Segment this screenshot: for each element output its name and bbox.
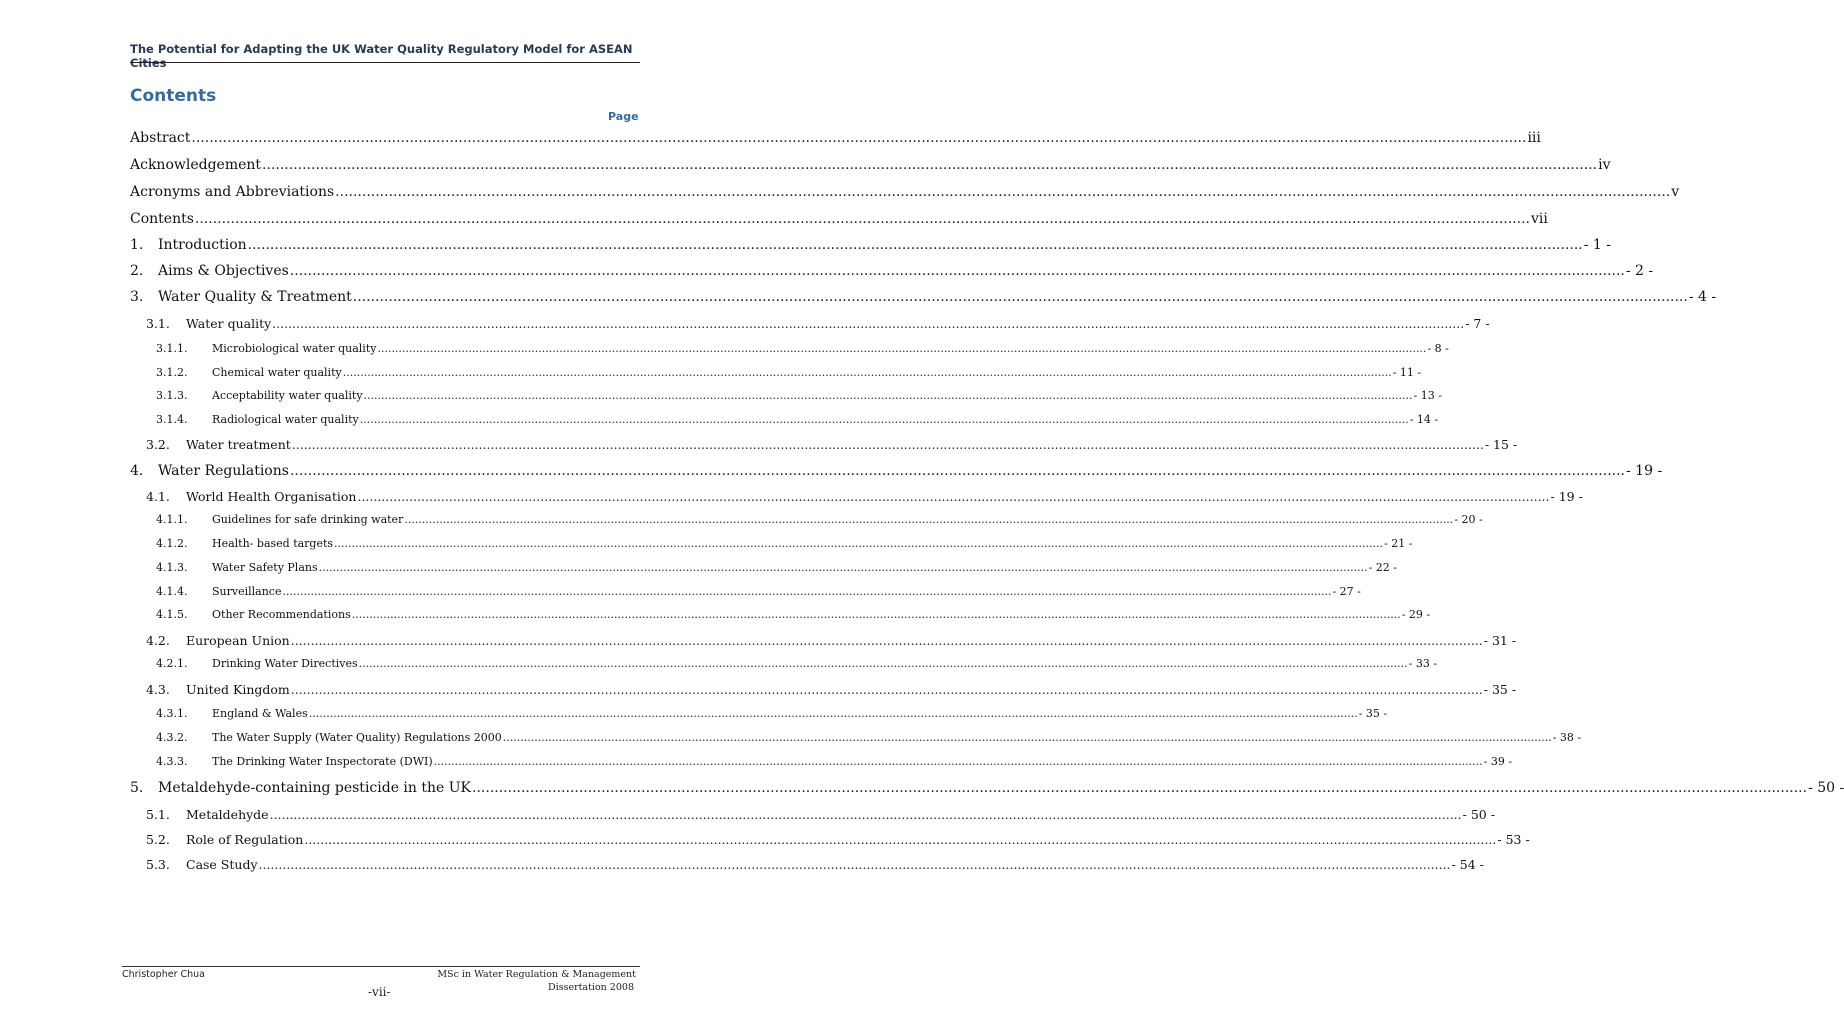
toc-entry-title: The Drinking Water Inspectorate (DWI) [212,755,433,768]
toc-entry-number: 2. [130,263,144,279]
toc-entry-page: - 38 - [1552,731,1582,744]
toc-entry[interactable] [130,157,1611,173]
toc-entry-number: 4.1.3. [156,561,188,574]
toc-entry-page: - 2 - [1625,263,1654,279]
toc-entry-page: - 19 - [1550,489,1583,504]
toc-dot-leader: ............................................................................................................................................................................................................................................................................................................ [304,832,1497,847]
toc-entry-title: Water treatment [186,437,291,452]
toc-entry-number: 3. [130,289,144,305]
toc-dot-leader: ............................................................................................................................................................................................................................................................................................................ [472,780,1808,796]
toc-entry[interactable] [130,237,1612,253]
toc-entry[interactable] [156,366,1422,379]
toc-entry-page: - 19 - [1626,463,1663,479]
toc-entry-page: - 21 - [1384,537,1413,550]
toc-dot-leader: ............................................................................................................................................................................................................................................................................................................ [351,608,1401,621]
toc-entry-number: 3.1.1. [156,342,188,355]
toc-entry-number: 4.2.1. [156,657,188,670]
toc-dot-leader: ............................................................................................................................................................................................................................................................................................................ [335,184,1671,200]
toc-entry-number: 4.1. [146,489,170,504]
toc-entry[interactable] [156,731,1582,744]
footer-author: Christopher Chua [122,969,206,980]
toc-entry[interactable] [130,780,1844,796]
header-rule [130,62,640,63]
toc-dot-leader: ............................................................................................................................................................................................................................................................................................................ [359,413,1409,426]
toc-dot-leader: ............................................................................................................................................................................................................................................................................................................ [289,263,1625,279]
toc-entry-title: Radiological water quality [212,413,359,426]
toc-entry-title: Chemical water quality [212,366,342,379]
toc-entry-page: iv [1598,157,1611,173]
toc-entry-title: Acknowledgement [130,157,262,173]
toc-entry-title: Health- based targets [212,537,334,550]
toc-dot-leader: ............................................................................................................................................................................................................................................................................................................ [357,489,1550,504]
toc-entry-title: The Water Supply (Water Quality) Regulations 2000 [212,731,502,744]
toc-entry-title: Surveillance [212,585,282,598]
toc-entry-number: 4.1.5. [156,608,188,621]
toc-entry[interactable] [156,561,1398,574]
toc-dot-leader: ............................................................................................................................................................................................................................................................................................................ [282,585,1332,598]
toc-entry-number: 3.2. [146,437,170,452]
toc-entry[interactable] [156,413,1439,426]
toc-entry-page: - 27 - [1332,585,1361,598]
toc-entry-page: - 50 - [1808,780,1844,796]
toc-entry-page: - 11 - [1392,366,1422,379]
toc-entry-number: 4.2. [146,633,170,648]
toc-entry-title: Introduction [158,237,247,253]
toc-entry-page: - 54 - [1451,857,1484,872]
toc-dot-leader: ............................................................................................................................................................................................................................................................................................................ [262,157,1598,173]
toc-entry-title: Drinking Water Directives [212,657,358,670]
toc-entry-title: Other Recommendations [212,608,351,621]
toc-entry[interactable] [146,682,1517,697]
toc-dot-leader: ............................................................................................................................................................................................................................................................................................................ [502,731,1552,744]
toc-entry[interactable] [146,489,1583,504]
toc-entry-title: Water Quality & Treatment [158,289,352,305]
toc-dot-leader: ............................................................................................................................................................................................................................................................................................................ [377,342,1427,355]
toc-entry[interactable] [146,633,1517,648]
toc-entry-title: Metaldehyde-containing pesticide in the UK [158,780,472,796]
toc-entry-title: Microbiological water quality [212,342,377,355]
toc-entry-number: 5.3. [146,857,170,872]
toc-dot-leader: ............................................................................................................................................................................................................................................................................................................ [290,633,1483,648]
toc-dot-leader: ............................................................................................................................................................................................................................................................................................................ [269,807,1462,822]
toc-entry-number: 3.1.4. [156,413,188,426]
toc-entry-number: 4. [130,463,144,479]
toc-entry-page: - 13 - [1413,389,1442,402]
toc-entry[interactable] [130,289,1717,305]
toc-entry-title: Water quality [186,316,272,331]
toc-dot-leader: ............................................................................................................................................................................................................................................................................................................ [342,366,1392,379]
toc-dot-leader: ............................................................................................................................................................................................................................................................................................................ [247,237,1583,253]
toc-entry-page: iii [1527,130,1541,146]
toc-entry[interactable] [146,857,1484,872]
toc-entry-page: - 14 - [1409,413,1439,426]
toc-entry[interactable] [130,211,1548,227]
toc-entry[interactable] [130,184,1680,200]
toc-entry[interactable] [156,585,1361,598]
toc-entry-title: Acceptability water quality [212,389,363,402]
toc-entry-page: - 7 - [1465,316,1490,331]
footer-page-number: -vii- [368,985,391,999]
toc-entry-page: - 20 - [1454,513,1483,526]
toc-entry-title: England & Wales [212,707,308,720]
toc-entry[interactable] [130,463,1663,479]
toc-entry-title: United Kingdom [186,682,290,697]
toc-entry-page: - 39 - [1483,755,1513,768]
toc-entry-number: 4.1.2. [156,537,188,550]
toc-entry[interactable] [146,437,1518,452]
toc-entry[interactable] [156,513,1483,526]
toc-entry[interactable] [156,342,1449,355]
toc-entry-number: 5. [130,780,144,796]
toc-entry-number: 4.3.1. [156,707,188,720]
toc-entry-page: vii [1530,211,1548,227]
toc-entry-page: - 29 - [1401,608,1431,621]
toc-dot-leader: ............................................................................................................................................................................................................................................................................................................ [404,513,1454,526]
toc-dot-leader: ............................................................................................................................................................................................................................................................................................................ [291,437,1484,452]
toc-dot-leader: ............................................................................................................................................................................................................................................................................................................ [194,211,1530,227]
toc-dot-leader: ............................................................................................................................................................................................................................................................................................................ [308,707,1358,720]
toc-dot-leader: ............................................................................................................................................................................................................................................................................................................ [272,316,1465,331]
toc-dot-leader: ............................................................................................................................................................................................................................................................................................................ [318,561,1368,574]
running-header: The Potential for Adapting the UK Water Quality Regulatory Model for ASEAN Cities [130,42,633,70]
toc-dot-leader: ............................................................................................................................................................................................................................................................................................................ [334,537,1384,550]
toc-entry[interactable] [156,537,1413,550]
toc-entry[interactable] [156,389,1442,402]
toc-entry-title: Case Study [186,857,258,872]
toc-entry[interactable] [146,832,1530,847]
toc-entry-title: Abstract [130,130,191,146]
toc-dot-leader: ............................................................................................................................................................................................................................................................................................................ [433,755,1483,768]
toc-entry-number: 4.1.4. [156,585,188,598]
toc-entry-page: - 53 - [1497,832,1530,847]
toc-entry[interactable] [130,130,1541,146]
toc-entry-title: Guidelines for safe drinking water [212,513,404,526]
toc-entry-number: 1. [130,237,144,253]
toc-entry-number: 4.3. [146,682,170,697]
toc-entry-page: - 1 - [1583,237,1612,253]
toc-dot-leader: ............................................................................................................................................................................................................................................................................................................ [290,682,1483,697]
toc-entry-title: Water Regulations [158,463,289,479]
toc-dot-leader: ............................................................................................................................................................................................................................................................................................................ [258,857,1451,872]
toc-entry-number: 5.2. [146,832,170,847]
toc-entry-title: Aims & Objectives [158,263,289,279]
toc-dot-leader: ............................................................................................................................................................................................................................................................................................................ [358,657,1408,670]
toc-dot-leader: ............................................................................................................................................................................................................................................................................................................ [289,463,1625,479]
contents-heading: Contents [130,86,217,106]
toc-entry-page: - 15 - [1484,437,1518,452]
toc-entry-title: World Health Organisation [186,489,357,504]
footer-degree: MSc in Water Regulation & Management [437,969,636,980]
toc-entry[interactable] [146,316,1490,331]
toc-entry-number: 3.1.2. [156,366,188,379]
toc-entry-number: 4.3.2. [156,731,188,744]
toc-entry-title: Role of Regulation [186,832,304,847]
page-column-label: Page [608,110,639,123]
toc-entry-page: - 4 - [1688,289,1717,305]
toc-entry[interactable] [156,608,1431,621]
toc-entry-number: 3.1.3. [156,389,188,402]
footer-dissertation-year: Dissertation 2008 [548,982,634,993]
toc-entry-page: - 35 - [1358,707,1388,720]
toc-entry[interactable] [156,755,1513,768]
toc-entry-page: - 22 - [1368,561,1398,574]
toc-entry-number: 4.1.1. [156,513,188,526]
toc-dot-leader: ............................................................................................................................................................................................................................................................................................................ [363,389,1413,402]
toc-entry-title: European Union [186,633,290,648]
toc-entry-title: Acronyms and Abbreviations [130,184,335,200]
toc-entry-title: Metaldehyde [186,807,269,822]
toc-entry-number: 4.3.3. [156,755,188,768]
toc-entry-page: - 31 - [1483,633,1517,648]
toc-dot-leader: ............................................................................................................................................................................................................................................................................................................ [191,130,1527,146]
toc-entry-page: - 35 - [1483,682,1517,697]
toc-entry-page: - 50 - [1462,807,1495,822]
toc-entry-page: v [1671,184,1680,200]
toc-entry-page: - 8 - [1427,342,1449,355]
toc-entry-number: 3.1. [146,316,170,331]
toc-entry[interactable] [156,657,1438,670]
toc-entry-page: - 33 - [1408,657,1438,670]
footer-rule [122,966,640,967]
toc-entry-number: 5.1. [146,807,170,822]
toc-entry[interactable] [146,807,1495,822]
toc-entry-title: Water Safety Plans [212,561,318,574]
toc-entry-title: Contents [130,211,194,227]
toc-dot-leader: ............................................................................................................................................................................................................................................................................................................ [352,289,1688,305]
toc-entry[interactable] [130,263,1654,279]
toc-entry[interactable] [156,707,1388,720]
